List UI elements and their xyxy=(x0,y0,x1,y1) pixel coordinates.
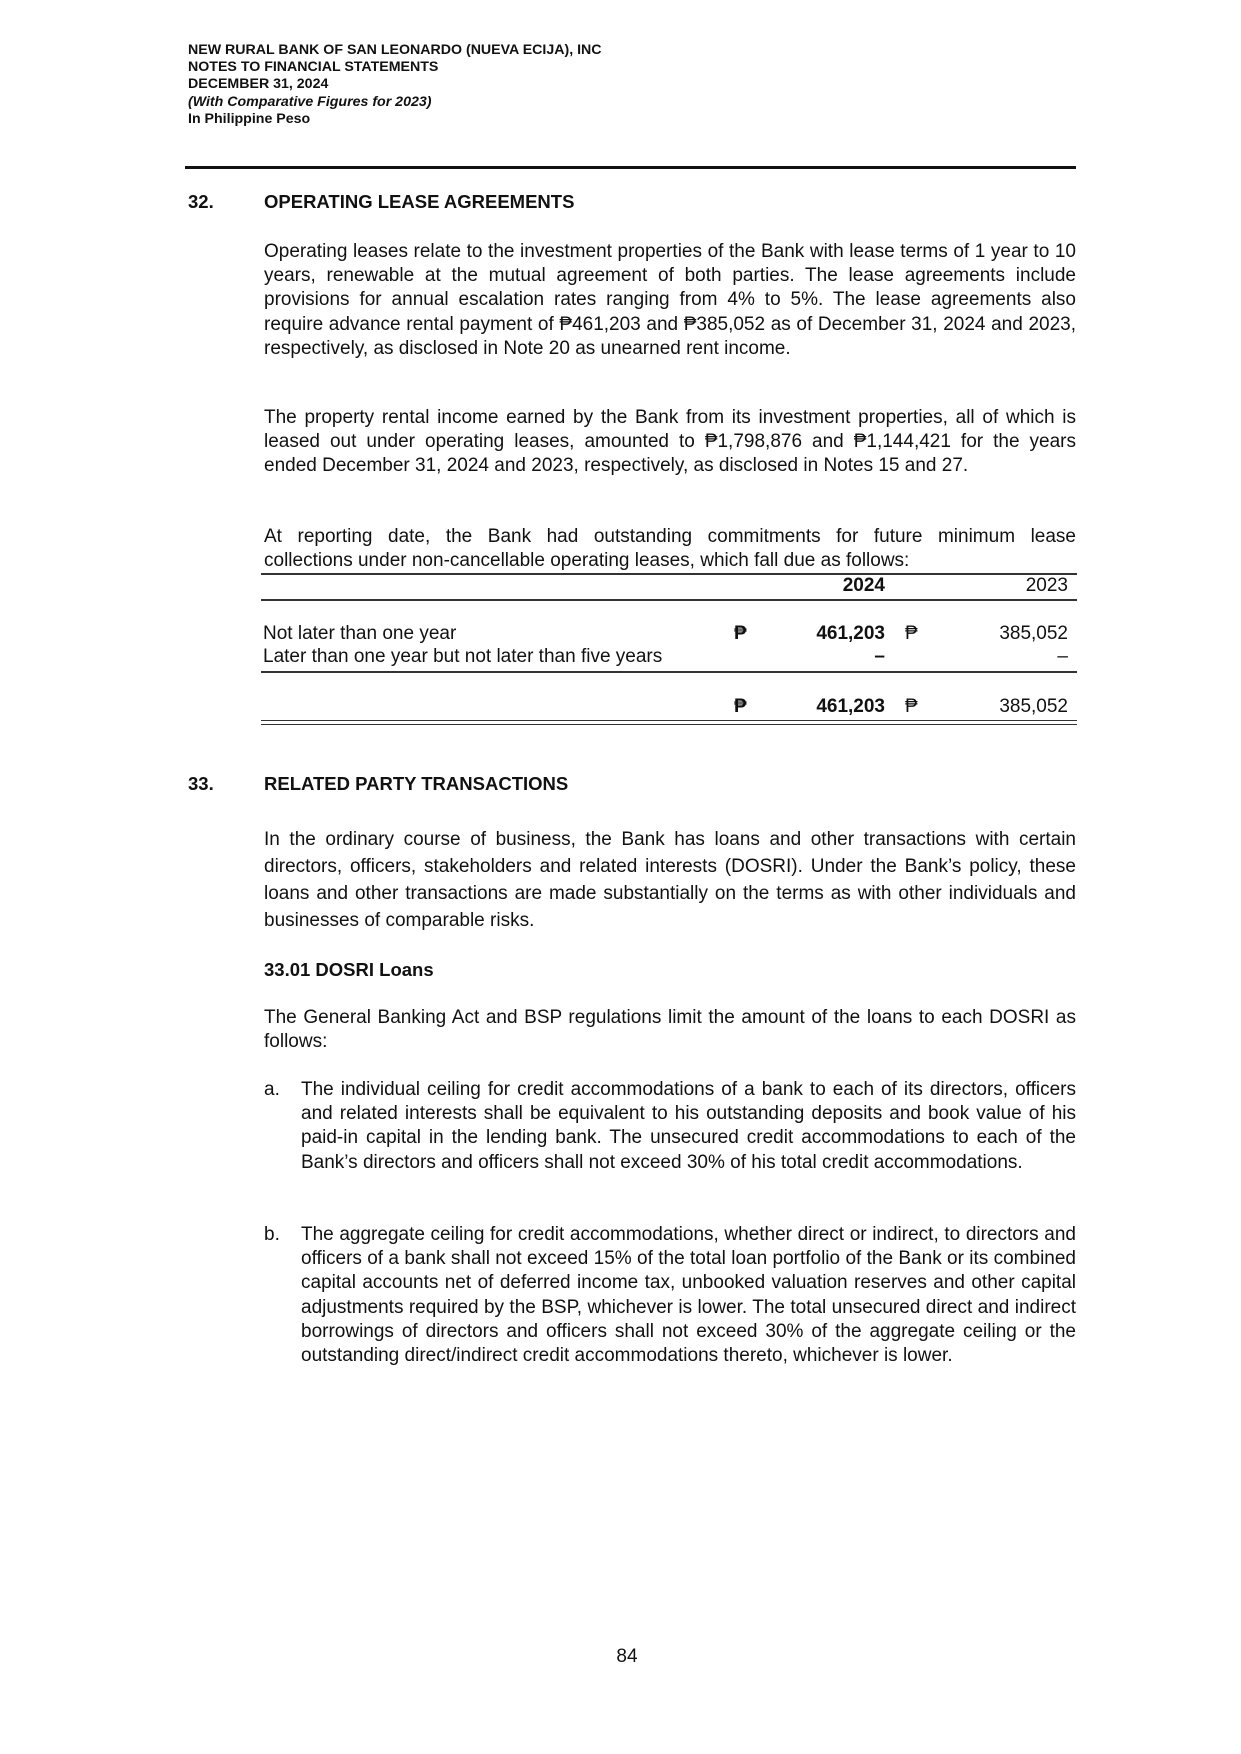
value-2024: – xyxy=(874,646,885,667)
total-2023: 385,052 xyxy=(999,696,1068,717)
section-32-paragraph-2: The property rental income earned by the Bank from its investment properties, all of which is leased out under operating leases, amounted to ₱1,798,876 and ₱1,144,421 for the years ended December 31, 2024 and 2023, respectively, as disclosed in Notes 15 and 27. xyxy=(264,407,1076,477)
list-text: The individual ceiling for credit accommodations of a bank to each of its directors, officers and related interests shall be equivalent to his outstanding deposits and book value of his paid-in capital in the lending bank. The unsecured credit accommodations to each of the Bank’s directors and officers shall not exceed 30% of his total credit accommodations. xyxy=(301,1079,1076,1173)
row-label: Not later than one year xyxy=(263,623,457,644)
table-row xyxy=(261,623,1077,647)
section-32-title: OPERATING LEASE AGREEMENTS xyxy=(264,191,575,212)
header-divider xyxy=(185,166,1076,169)
peso-sign: ₱ xyxy=(905,623,918,644)
table-header-row xyxy=(261,575,1077,599)
row-label: Later than one year but not later than five years xyxy=(263,646,663,667)
list-marker: a. xyxy=(264,1079,280,1100)
column-header-2023: 2023 xyxy=(1025,575,1068,596)
peso-sign: ₱ xyxy=(905,696,918,717)
sub-heading-dosri-loans: 33.01 DOSRI Loans xyxy=(264,959,434,980)
currency-note: In Philippine Peso xyxy=(188,110,311,127)
paragraph-3-line-1: At reporting date, the Bank had outstanding commitments for future minimum lease xyxy=(264,526,1076,547)
total-2024: 461,203 xyxy=(816,696,885,717)
section-32-paragraph-1: Operating leases relate to the investment properties of the Bank with lease terms of 1 year to 10 years, renewable at the mutual agreement of both parties. The lease agreements include provisions for annual escalation rates ranging from 4% to 5%. The lease agreements also require advance rental payment of ₱461,203 and ₱385,052 as of December 31, 2024 and 2023, respectively, as disclosed in Note 20 as unearned rent income. xyxy=(264,241,1076,359)
value-2023: – xyxy=(1057,646,1068,667)
paragraph-3-line-2: collections under non-cancellable operating leases, which fall due as follows: xyxy=(264,550,910,572)
section-33-number: 33. xyxy=(188,773,214,794)
company-name: NEW RURAL BANK OF SAN LEONARDO (NUEVA ECIJA), INC xyxy=(188,42,602,58)
list-item-a xyxy=(264,1078,1076,1175)
statement-date: DECEMBER 31, 2024 xyxy=(188,76,329,93)
section-33-paragraph-2: The General Banking Act and BSP regulations limit the amount of the loans to each DOSRI as follows: xyxy=(264,1007,1076,1053)
table-subtotal-rule xyxy=(261,671,1077,673)
table-total-row xyxy=(261,696,1077,720)
document-header xyxy=(188,42,602,128)
table-header-rule xyxy=(261,599,1077,601)
value-2023: 385,052 xyxy=(999,623,1068,644)
value-2024: 461,203 xyxy=(816,623,885,644)
section-33-title: RELATED PARTY TRANSACTIONS xyxy=(264,773,569,794)
peso-sign: ₱ xyxy=(734,623,747,644)
comparative-note: (With Comparative Figures for 2023) xyxy=(188,93,432,110)
list-item-b xyxy=(264,1223,1076,1368)
list-text: The aggregate ceiling for credit accommodations, whether direct or indirect, to directors and officers of a bank shall not exceed 15% of the total loan portfolio of the Bank or its combined capital accounts net of deferred income tax, unbooked valuation reserves and other capital adjustments required by the BSP, whichever is lower. The total unsecured direct and indirect borrowings of directors and officers shall not exceed 30% of the aggregate ceiling or the outstanding direct/indirect credit accommodations thereto, whichever is lower. xyxy=(301,1224,1076,1367)
section-33-paragraph-1: In the ordinary course of business, the Bank has loans and other transactions with certain directors, officers, stakeholders and related interests (DOSRI). Under the Bank’s policy, these loans and other transactions are made substantially on the terms as with other individuals and businesses of comparable risks. xyxy=(264,829,1076,931)
document-title: NOTES TO FINANCIAL STATEMENTS xyxy=(188,59,439,76)
section-32-paragraph-3 xyxy=(264,525,1076,573)
page-number: 84 xyxy=(616,1646,638,1667)
section-32-number: 32. xyxy=(188,191,214,212)
column-header-2024: 2024 xyxy=(842,575,885,596)
peso-sign: ₱ xyxy=(734,696,747,717)
table-double-rule xyxy=(261,720,1077,725)
list-marker: b. xyxy=(264,1224,280,1245)
table-row xyxy=(261,646,1077,670)
